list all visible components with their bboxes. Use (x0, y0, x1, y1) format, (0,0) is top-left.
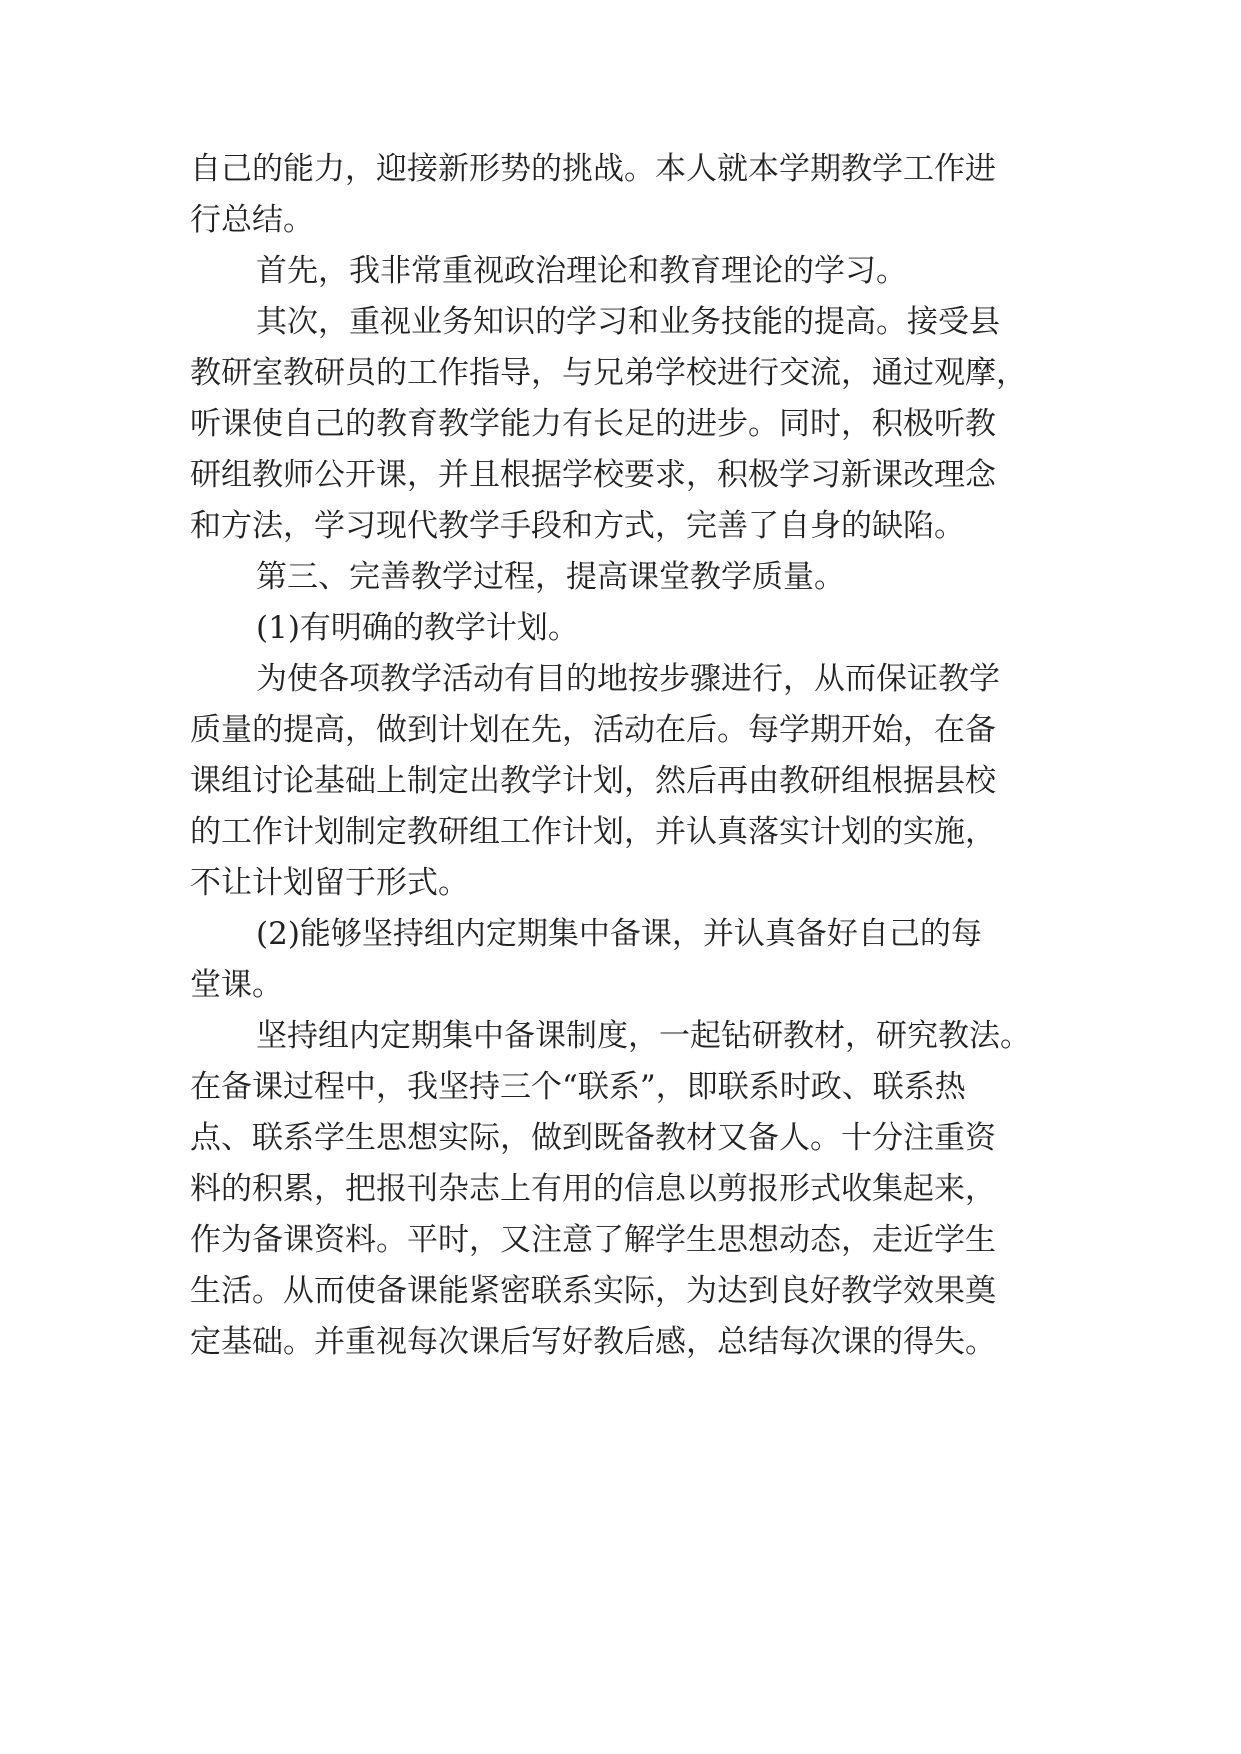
text-line: 定基础。并重视每次课后写好教后感，总结每次课的得失。 (190, 1324, 996, 1360)
text-line: (2)能够坚持组内定期集中备课，并认真备好自己的每 (256, 916, 982, 952)
text-line: 第三、完善教学过程，提高课堂教学质量。 (256, 559, 845, 595)
text-line: 其次，重视业务知识的学习和业务技能的提高。接受县 (256, 304, 1000, 340)
text-line: 课组讨论基础上制定出教学计划，然后再由教研组根据县校 (190, 763, 996, 799)
text-line: 听课使自己的教育教学能力有长足的进步。同时，积极听教 (190, 406, 996, 442)
text-line: 首先，我非常重视政治理论和教育理论的学习。 (256, 253, 907, 289)
text-line: 坚持组内定期集中备课制度，一起钻研教材，研究教法。 (256, 1018, 1031, 1054)
text-line: (1)有明确的教学计划。 (256, 610, 579, 646)
text-line: 的工作计划制定教研组工作计划，并认真落实计划的实施， (190, 814, 996, 850)
text-line: 质量的提高，做到计划在先，活动在后。每学期开始，在备 (190, 712, 996, 748)
text-line: 行总结。 (190, 202, 314, 238)
text-line: 料的积累，把报刊杂志上有用的信息以剪报形式收集起来， (190, 1171, 996, 1207)
text-line: 不让计划留于形式。 (190, 865, 469, 901)
text-line: 自己的能力，迎接新形势的挑战。本人就本学期教学工作进 (190, 151, 996, 187)
text-line: 作为备课资料。平时，又注意了解学生思想动态，走近学生 (190, 1222, 996, 1258)
text-line: 在备课过程中，我坚持三个“联系”，即联系时政、联系热 (190, 1069, 966, 1105)
text-line: 点、联系学生思想实际，做到既备教材又备人。十分注重资 (190, 1120, 996, 1156)
text-line: 研组教师公开课，并且根据学校要求，积极学习新课改理念 (190, 457, 996, 493)
text-line: 和方法，学习现代教学手段和方式，完善了自身的缺陷。 (190, 508, 965, 544)
text-line: 教研室教研员的工作指导，与兄弟学校进行交流，通过观摩， (190, 355, 1027, 391)
text-line: 生活。从而使备课能紧密联系实际，为达到良好教学效果奠 (190, 1273, 996, 1309)
text-line: 堂课。 (190, 967, 283, 1003)
text-line: 为使各项教学活动有目的地按步骤进行，从而保证教学 (256, 661, 1000, 697)
